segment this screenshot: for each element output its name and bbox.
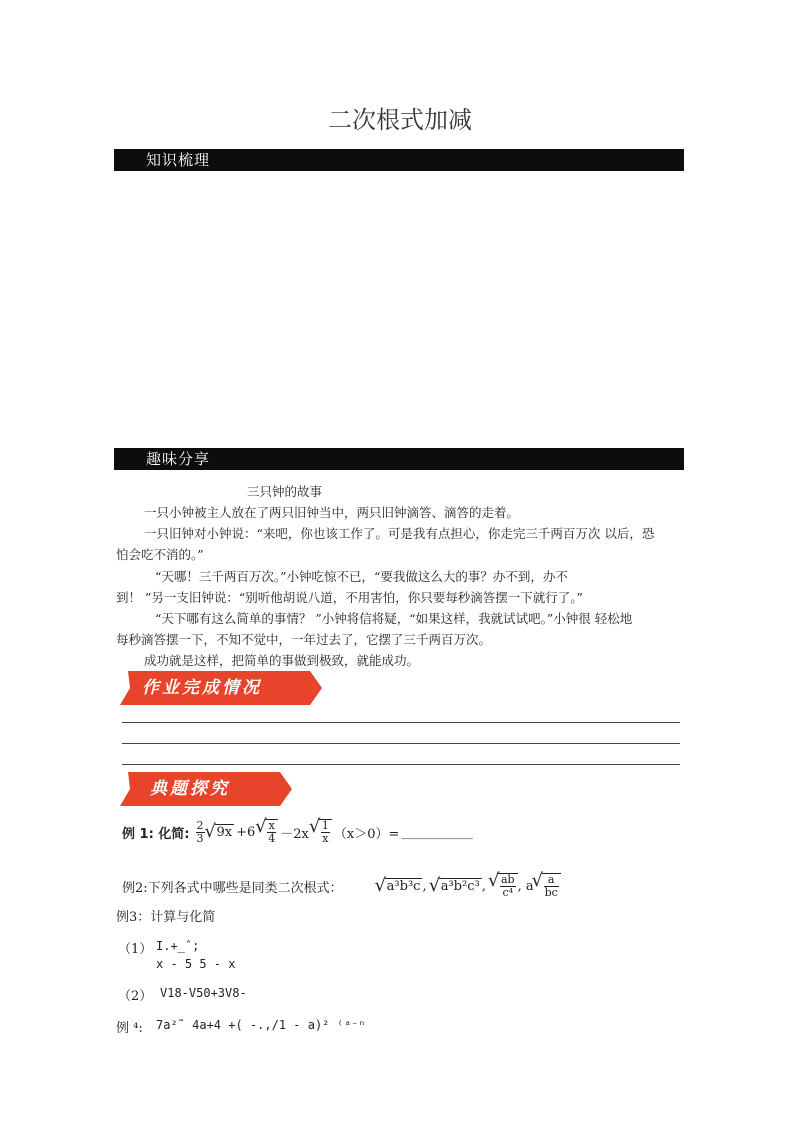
story-line: “天哪！三千两百万次。”小钟吃惊不已，“要我做这么大的事？办不到，办不 [155,569,568,584]
sqrt-expression: √ 9x [207,824,235,840]
story-line: “天下哪有这么简单的事情？ ”小钟将信将疑，“如果这样，我就试试吧。”小钟很 轻松地 [155,611,633,626]
fraction: $\frac{2}{3}$ [196,818,204,845]
sqrt-expression: √ $\frac{x}{4}$ [257,819,278,845]
page-title: 二次根式加减 [328,106,472,134]
example-1: 例 1: 化简: $\frac{2}{3}$ √ 9x +6 √ $\frac{x}{4}$ －2x √ $\frac{1}{x}$ （x＞0）= ___________ [122,812,473,852]
example-2: 例2:下列各式中哪些是同类二次根式： √ a³b³c , √ a³b²c³ , √ $\frac{ab}{\text{c⁴}}$ , a √ $\frac{a}{bc}$ [122,866,561,906]
answer-line [122,764,680,765]
story-line: 一只小钟被主人放在了两只旧钟当中，两只旧钟滴答、滴答的走着。 [144,505,520,520]
ribbon-examples-label: 典题探究 [150,779,230,799]
example-3-part-2-label: （2） [118,989,153,1004]
answer-line [122,722,680,723]
story-line: 怕会吃不消的。” [116,547,204,562]
example-4-expr: 7a²˜ 4a+4 +( -.,/1 - a)² ⁽ᵃ⁻ⁿ [156,1018,366,1032]
story-line: 一只旧钟对小钟说：“来吧，你也该工作了。可是我有点担心，你走完三千两百万次 以后，恐 [144,526,655,541]
example-3-label: 例3：计算与化简 [116,910,216,925]
sqrt-expression: √ $\frac{ab}{\text{c⁴}}$ [490,873,518,899]
example-3-part-2-expr: V18-V50+3V8- [160,986,247,1000]
example-1-label: 例 1: 化简: [122,826,190,842]
answer-line [122,743,680,744]
story-line: 成功就是这样，把简单的事做到极致，就能成功。 [144,653,420,668]
ribbon-examples [120,772,292,806]
ribbon-homework-label: 作业完成情况 [142,678,262,698]
example-3-part-1-line-1: I.+_ˆ; [156,939,200,953]
sqrt-expression: √ a³b³c [377,878,423,894]
sqrt-expression: √ a³b²c³ [431,878,482,894]
story-line: 每秒滴答摆一下，不知不觉中，一年过去了，它摆了三千两百万次。 [116,632,492,647]
answer-blank: ___________ [401,824,473,840]
example-4-label: 例 ⁴: [116,1021,143,1036]
example-3-part-1-label: （1） [118,942,153,957]
sqrt-expression: √ $\frac{1}{x}$ [311,819,332,845]
section-bar-knowledge [114,149,684,171]
section-title-knowledge: 知识梳理 [146,151,211,169]
ribbon-homework [120,671,322,705]
story-line: 到！ ”另一支旧钟说：“别听他胡说八道，不用害怕，你只要每秒滴答摆一下就行了。” [116,590,583,605]
story-title: 三只钟的故事 [247,484,323,499]
example-3-part-1-line-2: x - 5 5 - x [156,957,236,971]
example-2-label: 例2:下列各式中哪些是同类二次根式： [122,880,343,896]
section-title-fun: 趣味分享 [146,450,211,468]
section-bar-fun [114,448,684,470]
sqrt-expression: √ $\frac{a}{bc}$ [534,873,561,899]
